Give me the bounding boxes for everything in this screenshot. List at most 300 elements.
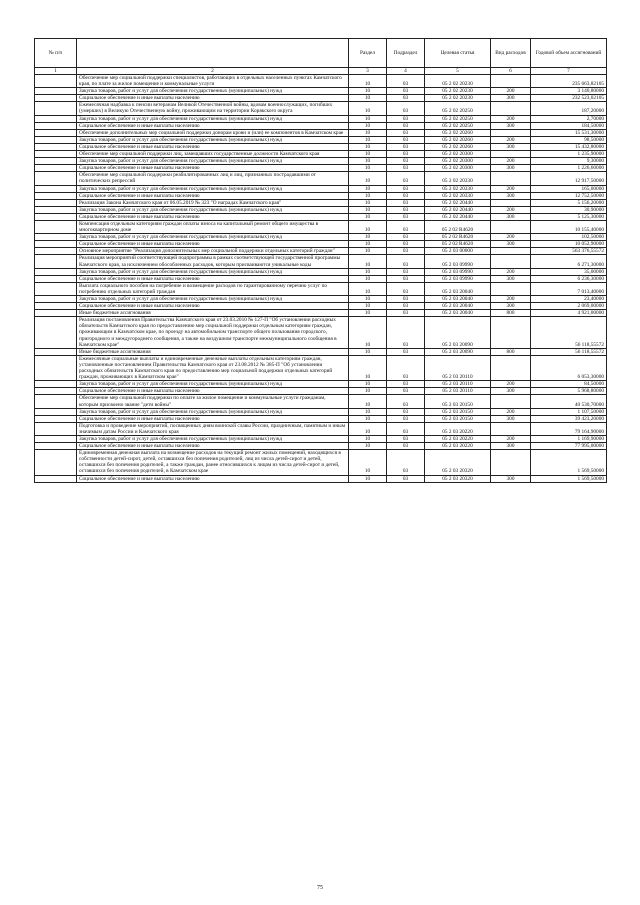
table-row — [35, 296, 607, 303]
table-row — [35, 255, 607, 268]
row-name: Социальное обеспечение и иные выплаты населению — [77, 165, 349, 172]
row-name: Иные бюджетные ассигнования — [77, 348, 349, 355]
row-razdel: 10 — [349, 95, 387, 102]
row-sum: 56 118,55572 — [531, 317, 607, 348]
row-num — [35, 381, 77, 388]
page-number: 75 — [317, 885, 323, 891]
row-num — [35, 102, 77, 115]
row-razdel: 10 — [349, 122, 387, 129]
row-sum: 56 118,55572 — [531, 348, 607, 355]
row-cst: 05 2 03 20110 — [425, 381, 491, 388]
row-razdel: 10 — [349, 158, 387, 165]
row-num — [35, 310, 77, 317]
row-num — [35, 136, 77, 143]
row-vr: 200 — [491, 158, 531, 165]
row-cst: 05 2 03 20110 — [425, 355, 491, 380]
row-name: Реализация мероприятий соответствующей подпрограммы в рамках соответствующей государственной программы Камчатского края, за исключением обособленных расходов, которым присваиваются уникальные коды — [77, 255, 349, 268]
row-cst: 05 2 03 20220 — [425, 443, 491, 450]
row-vr: 300 — [491, 388, 531, 395]
row-cst: 05 2 02 20230 — [425, 95, 491, 102]
row-cst: 05 2 03 20220 — [425, 422, 491, 435]
row-sum: 184,50000 — [531, 122, 607, 129]
row-cst: 05 2 02 R4620 — [425, 220, 491, 233]
row-razdel: 10 — [349, 435, 387, 442]
row-vr — [491, 395, 531, 408]
row-vr: 200 — [491, 136, 531, 143]
row-razdel: 10 — [349, 172, 387, 185]
row-num — [35, 317, 77, 348]
row-name: Закупка товаров, работ и услуг для обеспечения государственных (муниципальных) нужд — [77, 381, 349, 388]
row-num — [35, 255, 77, 268]
row-name: Закупка товаров, работ и услуг для обеспечения государственных (муниципальных) нужд — [77, 234, 349, 241]
row-podrazdel: 03 — [387, 136, 425, 143]
row-podrazdel: 03 — [387, 220, 425, 233]
row-cst: 05 2 02 20330 — [425, 172, 491, 185]
row-razdel: 10 — [349, 275, 387, 282]
row-podrazdel: 03 — [387, 296, 425, 303]
row-podrazdel: 03 — [387, 143, 425, 150]
row-cst: 05 2 02 20260 — [425, 136, 491, 143]
row-sum: 102,50000 — [531, 234, 607, 241]
row-name: Реализация Закона Камчатского края от 06.05.2019 № 323 "О наградах Камчатского края" — [77, 199, 349, 206]
row-podrazdel: 03 — [387, 206, 425, 213]
row-sum: 6 271,30000 — [531, 255, 607, 268]
row-vr: 300 — [491, 241, 531, 248]
row-sum: 23,40000 — [531, 296, 607, 303]
row-cst: 05 2 02 20300 — [425, 151, 491, 158]
budget-table — [34, 38, 607, 483]
row-num — [35, 192, 77, 199]
row-name: Закупка товаров, работ и услуг для обеспечения государственных (муниципальных) нужд — [77, 158, 349, 165]
row-num — [35, 158, 77, 165]
table-row — [35, 415, 607, 422]
table-row — [35, 75, 607, 88]
row-sum: 10 155,40000 — [531, 220, 607, 233]
index-cell: 4 — [387, 68, 425, 75]
row-vr — [491, 220, 531, 233]
row-razdel: 10 — [349, 317, 387, 348]
row-sum: 98,50000 — [531, 136, 607, 143]
table-row — [35, 172, 607, 185]
row-vr: 200 — [491, 88, 531, 95]
table-row — [35, 158, 607, 165]
row-razdel: 10 — [349, 303, 387, 310]
row-name: Ежемесячная надбавка к пенсии ветеранам Великой Отечественной войны, вдовам военнослужащих, погибших (умерших) в Великую Отечественную войну, проживающим на территории Корякского округа — [77, 102, 349, 115]
row-cst: 05 2 02 20330 — [425, 185, 491, 192]
index-cell: 7 — [531, 68, 607, 75]
row-vr: 800 — [491, 348, 531, 355]
row-sum: 1 169,90000 — [531, 435, 607, 442]
row-num — [35, 422, 77, 435]
row-sum: 6 236,30000 — [531, 275, 607, 282]
table-row — [35, 395, 607, 408]
row-podrazdel: 03 — [387, 408, 425, 415]
row-name: Закупка товаров, работ и услуг для обеспечения государственных (муниципальных) нужд — [77, 115, 349, 122]
row-num — [35, 88, 77, 95]
row-razdel: 10 — [349, 241, 387, 248]
row-podrazdel: 03 — [387, 268, 425, 275]
row-podrazdel: 03 — [387, 317, 425, 348]
row-num — [35, 220, 77, 233]
row-cst: 05 2 03 00000 — [425, 248, 491, 255]
index-cell: 2 — [77, 68, 349, 75]
row-name: Социальное обеспечение и иные выплаты населению — [77, 303, 349, 310]
row-podrazdel: 03 — [387, 95, 425, 102]
row-razdel: 10 — [349, 143, 387, 150]
row-podrazdel: 03 — [387, 248, 425, 255]
row-num — [35, 185, 77, 192]
row-cst: 05 2 03 20150 — [425, 415, 491, 422]
row-sum: 2 069,00000 — [531, 303, 607, 310]
row-podrazdel: 03 — [387, 213, 425, 220]
row-num — [35, 303, 77, 310]
row-podrazdel: 03 — [387, 381, 425, 388]
table-row — [35, 282, 607, 295]
table-row — [35, 115, 607, 122]
row-name: Социальное обеспечение и иные выплаты населению — [77, 95, 349, 102]
row-name: Социальное обеспечение и иные выплаты населению — [77, 143, 349, 150]
row-vr: 200 — [491, 234, 531, 241]
row-num — [35, 95, 77, 102]
row-cst: 05 2 03 20320 — [425, 475, 491, 482]
row-vr: 300 — [491, 95, 531, 102]
row-num — [35, 129, 77, 136]
table-row — [35, 475, 607, 482]
table-row — [35, 248, 607, 255]
header-num: № п/п — [35, 39, 77, 68]
row-cst: 05 2 03 20090 — [425, 348, 491, 355]
row-sum: 77 995,00000 — [531, 443, 607, 450]
row-name: Социальное обеспечение и иные выплаты населению — [77, 415, 349, 422]
table-row — [35, 143, 607, 150]
row-num — [35, 355, 77, 380]
row-razdel: 10 — [349, 255, 387, 268]
table-row — [35, 422, 607, 435]
row-vr — [491, 199, 531, 206]
row-vr: 300 — [491, 303, 531, 310]
table-row — [35, 185, 607, 192]
row-name: Закупка товаров, работ и услуг для обеспечения государственных (муниципальных) нужд — [77, 88, 349, 95]
row-vr: 300 — [491, 415, 531, 422]
row-podrazdel: 03 — [387, 165, 425, 172]
row-num — [35, 443, 77, 450]
index-cell: 6 — [491, 68, 531, 75]
row-vr — [491, 317, 531, 348]
table-row — [35, 192, 607, 199]
row-razdel: 10 — [349, 192, 387, 199]
header-vr: Вид расходов — [491, 39, 531, 68]
row-sum: 2,70000 — [531, 115, 607, 122]
row-sum: 1 569,50000 — [531, 475, 607, 482]
row-sum: 5 125,30000 — [531, 213, 607, 220]
row-sum: 12 752,50000 — [531, 192, 607, 199]
row-cst: 05 2 02 20330 — [425, 192, 491, 199]
row-sum: 6 053,30000 — [531, 355, 607, 380]
row-num — [35, 268, 77, 275]
row-cst: 05 2 02 20250 — [425, 115, 491, 122]
table-row — [35, 213, 607, 220]
row-vr: 200 — [491, 408, 531, 415]
row-cst: 05 2 02 20440 — [425, 213, 491, 220]
row-razdel: 10 — [349, 381, 387, 388]
row-razdel: 10 — [349, 348, 387, 355]
row-razdel: 10 — [349, 151, 387, 158]
row-podrazdel: 03 — [387, 102, 425, 115]
budget-page — [34, 38, 606, 483]
row-vr: 200 — [491, 185, 531, 192]
table-row — [35, 199, 607, 206]
row-vr: 300 — [491, 213, 531, 220]
row-sum: 10 052,90000 — [531, 241, 607, 248]
row-razdel: 10 — [349, 355, 387, 380]
row-cst: 05 2 02 20260 — [425, 143, 491, 150]
index-cell: 5 — [425, 68, 491, 75]
row-razdel: 10 — [349, 75, 387, 88]
row-vr — [491, 422, 531, 435]
row-num — [35, 435, 77, 442]
row-razdel: 10 — [349, 185, 387, 192]
row-razdel: 10 — [349, 88, 387, 95]
row-sum: 15 531,30000 — [531, 129, 607, 136]
row-razdel: 10 — [349, 443, 387, 450]
row-cst: 05 2 02 20260 — [425, 129, 491, 136]
row-num — [35, 475, 77, 482]
row-num — [35, 415, 77, 422]
row-vr — [491, 355, 531, 380]
row-num — [35, 282, 77, 295]
index-cell: 3 — [349, 68, 387, 75]
row-sum: 4 921,00000 — [531, 310, 607, 317]
row-sum: 5 968,80000 — [531, 388, 607, 395]
row-sum: 84,50000 — [531, 381, 607, 388]
table-row — [35, 443, 607, 450]
row-name: Обеспечение мер социальной поддержки специалистов, работающих в отдельных населенных пунктах Камчатского края, по плате за жилое помещение и коммунальные услуги — [77, 75, 349, 88]
row-podrazdel: 03 — [387, 310, 425, 317]
row-podrazdel: 03 — [387, 172, 425, 185]
row-num — [35, 234, 77, 241]
row-cst: 05 2 03 09990 — [425, 268, 491, 275]
row-vr — [491, 151, 531, 158]
row-cst: 05 2 02 20300 — [425, 165, 491, 172]
row-sum: 1 226,60000 — [531, 165, 607, 172]
row-num — [35, 450, 77, 475]
row-razdel: 10 — [349, 248, 387, 255]
row-podrazdel: 03 — [387, 185, 425, 192]
row-sum: 235 663,82105 — [531, 75, 607, 88]
table-row — [35, 234, 607, 241]
row-podrazdel: 03 — [387, 88, 425, 95]
row-sum: 1 107,50000 — [531, 408, 607, 415]
table-row — [35, 317, 607, 348]
row-name: Социальное обеспечение и иные выплаты населению — [77, 275, 349, 282]
row-name: Компенсация отдельным категориям граждан оплаты взноса на капитальный ремонт общего имущества в многоквартирном доме — [77, 220, 349, 233]
row-razdel: 10 — [349, 213, 387, 220]
row-razdel: 10 — [349, 165, 387, 172]
row-cst: 05 2 03 20040 — [425, 303, 491, 310]
table-header-row — [35, 39, 607, 68]
table-row — [35, 95, 607, 102]
header-podrazdel: Подраздел — [387, 39, 425, 68]
row-cst: 05 2 03 09990 — [425, 275, 491, 282]
row-cst: 05 2 02 20440 — [425, 206, 491, 213]
row-vr: 300 — [491, 192, 531, 199]
row-podrazdel: 03 — [387, 450, 425, 475]
row-podrazdel: 03 — [387, 355, 425, 380]
row-podrazdel: 03 — [387, 422, 425, 435]
row-podrazdel: 03 — [387, 415, 425, 422]
row-sum: 5 156,20000 — [531, 199, 607, 206]
table-row — [35, 381, 607, 388]
row-vr — [491, 282, 531, 295]
row-cst: 05 2 02 20300 — [425, 158, 491, 165]
header-sum: Годовой объем ассигнований — [531, 39, 607, 68]
row-razdel: 10 — [349, 282, 387, 295]
table-row — [35, 388, 607, 395]
table-row — [35, 122, 607, 129]
row-podrazdel: 03 — [387, 388, 425, 395]
row-cst: 05 2 03 20150 — [425, 395, 491, 408]
table-row — [35, 102, 607, 115]
row-cst: 05 2 03 20040 — [425, 296, 491, 303]
row-num — [35, 248, 77, 255]
row-name: Иные бюджетные ассигнования — [77, 310, 349, 317]
row-razdel: 10 — [349, 475, 387, 482]
table-row — [35, 165, 607, 172]
row-num — [35, 213, 77, 220]
row-name: Обеспечение дополнительных мер социальной поддержки донорам крови и (или) ее компонентов в Камчатском крае — [77, 129, 349, 136]
row-num — [35, 172, 77, 185]
row-razdel: 10 — [349, 268, 387, 275]
row-razdel: 10 — [349, 199, 387, 206]
row-num — [35, 408, 77, 415]
row-vr: 200 — [491, 115, 531, 122]
row-podrazdel: 03 — [387, 241, 425, 248]
row-num — [35, 115, 77, 122]
row-razdel: 10 — [349, 102, 387, 115]
table-row — [35, 310, 607, 317]
row-sum: 1 235,90000 — [531, 151, 607, 158]
row-num — [35, 348, 77, 355]
row-name: Единовременная денежная выплата на возмещение расходов на текущий ремонт жилых помещений, находящихся в собственности детей-сирот, детей, оставшихся без попечения родителей, лиц из числа детей-сирот и детей, оставшихся без попечения родителей, а также граждан, ранее относившихся к лицам из числа детей-сирот и детей, оставшихся без попечения родителей, в Камчатском крае — [77, 450, 349, 475]
row-vr — [491, 172, 531, 185]
row-podrazdel: 03 — [387, 435, 425, 442]
row-name: Социальное обеспечение и иные выплаты населению — [77, 443, 349, 450]
row-num — [35, 75, 77, 88]
row-num — [35, 388, 77, 395]
row-name: Социальное обеспечение и иные выплаты населению — [77, 213, 349, 220]
row-podrazdel: 03 — [387, 282, 425, 295]
row-sum: 35,00000 — [531, 268, 607, 275]
row-cst: 05 2 03 20040 — [425, 310, 491, 317]
table-row — [35, 220, 607, 233]
table-row — [35, 136, 607, 143]
row-num — [35, 241, 77, 248]
row-vr: 300 — [491, 275, 531, 282]
row-podrazdel: 03 — [387, 192, 425, 199]
row-vr: 200 — [491, 296, 531, 303]
row-sum: 187,20000 — [531, 102, 607, 115]
row-podrazdel: 03 — [387, 115, 425, 122]
row-name: Социальное обеспечение и иные выплаты населению — [77, 241, 349, 248]
row-cst: 05 2 02 R4620 — [425, 234, 491, 241]
row-vr — [491, 255, 531, 268]
row-podrazdel: 03 — [387, 303, 425, 310]
row-podrazdel: 03 — [387, 234, 425, 241]
table-row — [35, 275, 607, 282]
row-razdel: 10 — [349, 408, 387, 415]
row-razdel: 10 — [349, 136, 387, 143]
table-body — [35, 75, 607, 483]
row-cst: 05 2 03 20220 — [425, 435, 491, 442]
row-vr — [491, 450, 531, 475]
row-razdel: 10 — [349, 310, 387, 317]
row-cst: 05 2 03 20150 — [425, 408, 491, 415]
row-podrazdel: 03 — [387, 275, 425, 282]
row-razdel: 10 — [349, 395, 387, 408]
row-vr: 300 — [491, 443, 531, 450]
row-name: Основное мероприятие "Реализация дополнительных мер социальной поддержки отдельных категорий граждан" — [77, 248, 349, 255]
row-cst: 05 2 02 R4620 — [425, 241, 491, 248]
row-cst: 05 2 03 20110 — [425, 388, 491, 395]
row-name: Подготовка и проведение мероприятий, посвященных дням воинской славы России, праздничным, памятным и иным значимым датам России и Камчатского края — [77, 422, 349, 435]
row-sum: 30,90000 — [531, 206, 607, 213]
row-razdel: 10 — [349, 296, 387, 303]
row-sum: 12 917,50000 — [531, 172, 607, 185]
table-row — [35, 129, 607, 136]
table-row — [35, 450, 607, 475]
row-podrazdel: 03 — [387, 475, 425, 482]
row-sum: 1 569,50000 — [531, 450, 607, 475]
row-cst: 05 2 03 20320 — [425, 450, 491, 475]
row-num — [35, 122, 77, 129]
row-num — [35, 395, 77, 408]
table-row — [35, 408, 607, 415]
row-sum: 563 376,55572 — [531, 248, 607, 255]
row-name: Закупка товаров, работ и услуг для обеспечения государственных (муниципальных) нужд — [77, 408, 349, 415]
row-cst: 05 2 02 20250 — [425, 102, 491, 115]
row-cst: 05 2 02 20230 — [425, 88, 491, 95]
table-row — [35, 268, 607, 275]
row-razdel: 10 — [349, 415, 387, 422]
row-podrazdel: 03 — [387, 443, 425, 450]
table-row — [35, 241, 607, 248]
row-podrazdel: 03 — [387, 199, 425, 206]
row-sum: 7 013,40000 — [531, 282, 607, 295]
row-razdel: 10 — [349, 388, 387, 395]
header-name — [77, 39, 349, 68]
row-cst: 05 2 03 20040 — [425, 282, 491, 295]
row-sum: 39 423,20000 — [531, 415, 607, 422]
row-cst: 05 2 02 20440 — [425, 199, 491, 206]
row-podrazdel: 03 — [387, 158, 425, 165]
row-razdel: 10 — [349, 115, 387, 122]
row-num — [35, 199, 77, 206]
header-razdel: Раздел — [349, 39, 387, 68]
row-name: Закупка товаров, работ и услуг для обеспечения государственных (муниципальных) нужд — [77, 136, 349, 143]
row-podrazdel: 03 — [387, 255, 425, 268]
row-name: Закупка товаров, работ и услуг для обеспечения государственных (муниципальных) нужд — [77, 206, 349, 213]
row-sum: 3 140,80000 — [531, 88, 607, 95]
row-podrazdel: 03 — [387, 75, 425, 88]
row-cst: 05 2 03 09990 — [425, 255, 491, 268]
row-name: Реализация постановления Правительства Камчатского края от 23.03.2010 № 127-П "Об установлении расходных обязательств Камчатского края по предоставлению мер социальной поддержки отдельным категориям граждан, проживающим в Камчатском крае, по проезду на автомобильном транспорте общего пользования городского, пригородного и междугороднего сообщения, а также на воздушном транспорте межмуниципального сообщения в Камчатском крае" — [77, 317, 349, 348]
row-vr — [491, 75, 531, 88]
row-num — [35, 275, 77, 282]
row-vr: 300 — [491, 122, 531, 129]
index-cell: 1 — [35, 68, 77, 75]
row-name: Социальное обеспечение и иные выплаты населению — [77, 475, 349, 482]
row-num — [35, 151, 77, 158]
